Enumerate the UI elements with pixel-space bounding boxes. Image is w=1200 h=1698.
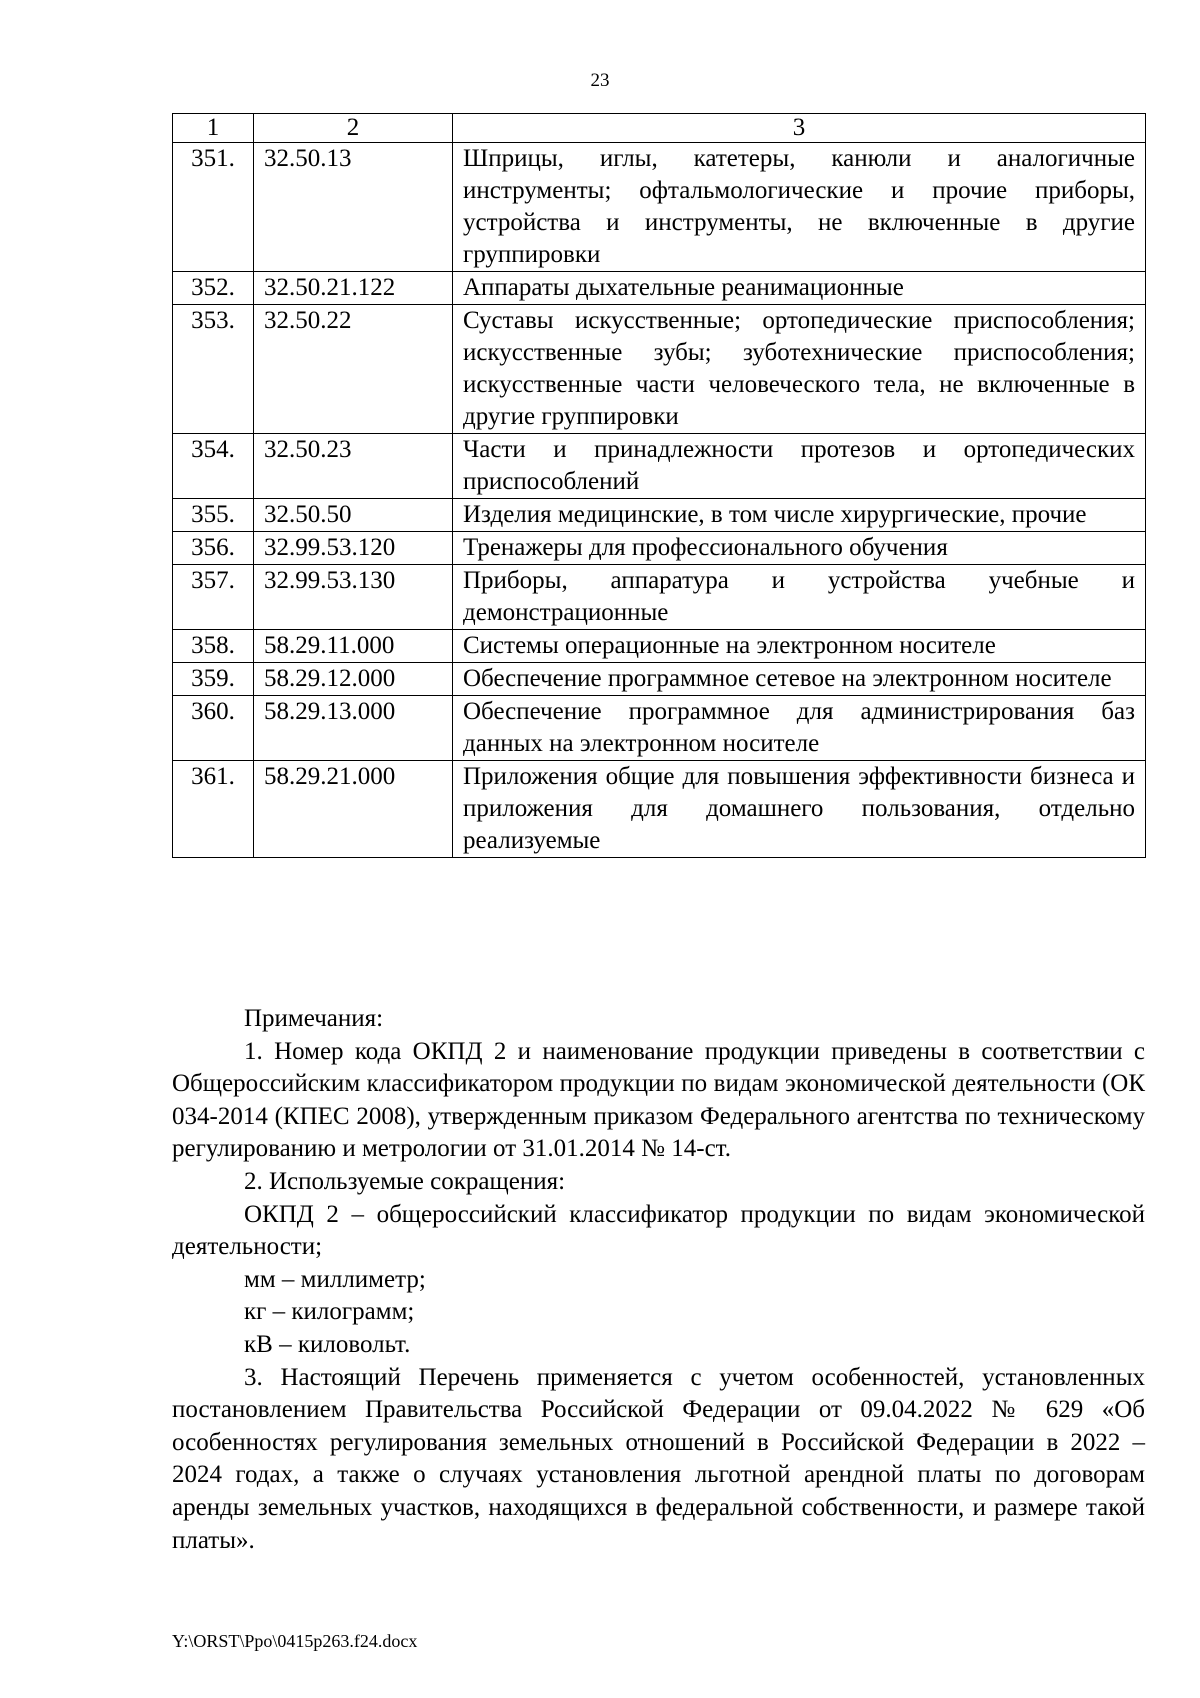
okpd-code-cell: 32.50.23 bbox=[254, 434, 453, 499]
product-name-cell: Приложения общие для повышения эффективности бизнеса и приложения для домашнего пользования, отдельно реализуемые bbox=[453, 761, 1146, 858]
table-row bbox=[173, 272, 1146, 305]
okpd-code-cell: 32.99.53.120 bbox=[254, 532, 453, 565]
abbreviation-kv: кВ – киловольт. bbox=[244, 1330, 411, 1358]
table-row bbox=[173, 305, 1146, 434]
abbreviation-okpd: ОКПД 2 – общероссийский классификатор продукции по видам экономической деятельности; bbox=[172, 1200, 1145, 1261]
table-row bbox=[173, 499, 1146, 532]
row-number-cell: 353. bbox=[173, 305, 254, 434]
product-name-cell: Изделия медицинские, в том числе хирургические, прочие bbox=[453, 499, 1146, 532]
okpd-code-cell: 58.29.21.000 bbox=[254, 761, 453, 858]
okpd-code-cell: 58.29.11.000 bbox=[254, 630, 453, 663]
table-header-row bbox=[173, 114, 1146, 143]
row-number-cell: 361. bbox=[173, 761, 254, 858]
column-header-name: 3 bbox=[453, 114, 1146, 143]
okpd-code-cell: 32.50.13 bbox=[254, 143, 453, 272]
column-header-number: 1 bbox=[173, 114, 254, 143]
okpd-code-cell: 58.29.12.000 bbox=[254, 663, 453, 696]
table-row bbox=[173, 143, 1146, 272]
product-name-cell: Обеспечение программное для администрирования баз данных на электронном носителе bbox=[453, 696, 1146, 761]
okpd-code-cell: 32.50.50 bbox=[254, 499, 453, 532]
note-2-abbreviations-heading: 2. Используемые сокращения: bbox=[244, 1167, 566, 1195]
table-header bbox=[173, 114, 1146, 143]
table-row bbox=[173, 630, 1146, 663]
okpd-code-cell: 32.50.22 bbox=[254, 305, 453, 434]
okpd-code-cell: 58.29.13.000 bbox=[254, 696, 453, 761]
row-number-cell: 358. bbox=[173, 630, 254, 663]
row-number-cell: 357. bbox=[173, 565, 254, 630]
table-row bbox=[173, 663, 1146, 696]
table-row bbox=[173, 532, 1146, 565]
note-3-resolution-reference: 3. Настоящий Перечень применяется с учетом особенностей, установленных постановлением Правительства Российской Федерации от 09.04.2022 № 629 «Об особенностях регулирования земельных отношений в Российской Федерации в 2022 – 2024 годах, а также о случаях установления льготной арендной платы по договорам аренды земельных участков, находящихся в федеральной собственности, и размере такой платы». bbox=[172, 1363, 1145, 1554]
row-number-cell: 352. bbox=[173, 272, 254, 305]
table-row bbox=[173, 565, 1146, 630]
file-path-footer: Y:\ORST\Ppo\0415p263.f24.docx bbox=[172, 1631, 418, 1651]
product-name-cell: Приборы, аппаратура и устройства учебные и демонстрационные bbox=[453, 565, 1146, 630]
note-1-okpd-source: 1. Номер кода ОКПД 2 и наименование продукции приведены в соответствии с Общероссийским классификатором продукции по видам экономической деятельности (ОК 034-2014 (КПЕС 2008), утвержденным приказом Федерального агентства по техническому регулированию и метрологии от 31.01.2014 № 14-ст. bbox=[172, 1037, 1145, 1163]
row-number-cell: 359. bbox=[173, 663, 254, 696]
okpd-code-cell: 32.50.21.122 bbox=[254, 272, 453, 305]
product-name-cell: Шприцы, иглы, катетеры, канюли и аналогичные инструменты; офтальмологические и прочие приборы, устройства и инструменты, не включенные в другие группировки bbox=[453, 143, 1146, 272]
product-name-cell: Суставы искусственные; ортопедические приспособления; искусственные зубы; зуботехнические приспособления; искусственные части человеческого тела, не включенные в другие группировки bbox=[453, 305, 1146, 434]
product-name-cell: Аппараты дыхательные реанимационные bbox=[453, 272, 1146, 305]
product-name-cell: Обеспечение программное сетевое на электронном носителе bbox=[453, 663, 1146, 696]
notes-heading: Примечания: bbox=[244, 1005, 384, 1032]
row-number-cell: 351. bbox=[173, 143, 254, 272]
abbreviation-kg: кг – килограмм; bbox=[244, 1298, 415, 1326]
page-number: 23 bbox=[590, 70, 610, 91]
row-number-cell: 356. bbox=[173, 532, 254, 565]
product-name-cell: Тренажеры для профессионального обучения bbox=[453, 532, 1146, 565]
notes-section bbox=[172, 1003, 1145, 1557]
okpd-code-cell: 32.99.53.130 bbox=[254, 565, 453, 630]
product-name-cell: Части и принадлежности протезов и ортопедических приспособлений bbox=[453, 434, 1146, 499]
table-row bbox=[173, 696, 1146, 761]
table-row bbox=[173, 761, 1146, 858]
product-name-cell: Системы операционные на электронном носителе bbox=[453, 630, 1146, 663]
column-header-code: 2 bbox=[254, 114, 453, 143]
abbreviation-mm: мм – миллиметр; bbox=[244, 1265, 426, 1293]
table-body bbox=[173, 143, 1146, 858]
table-row bbox=[173, 434, 1146, 499]
okpd-product-table bbox=[172, 113, 1146, 858]
row-number-cell: 354. bbox=[173, 434, 254, 499]
row-number-cell: 355. bbox=[173, 499, 254, 532]
row-number-cell: 360. bbox=[173, 696, 254, 761]
